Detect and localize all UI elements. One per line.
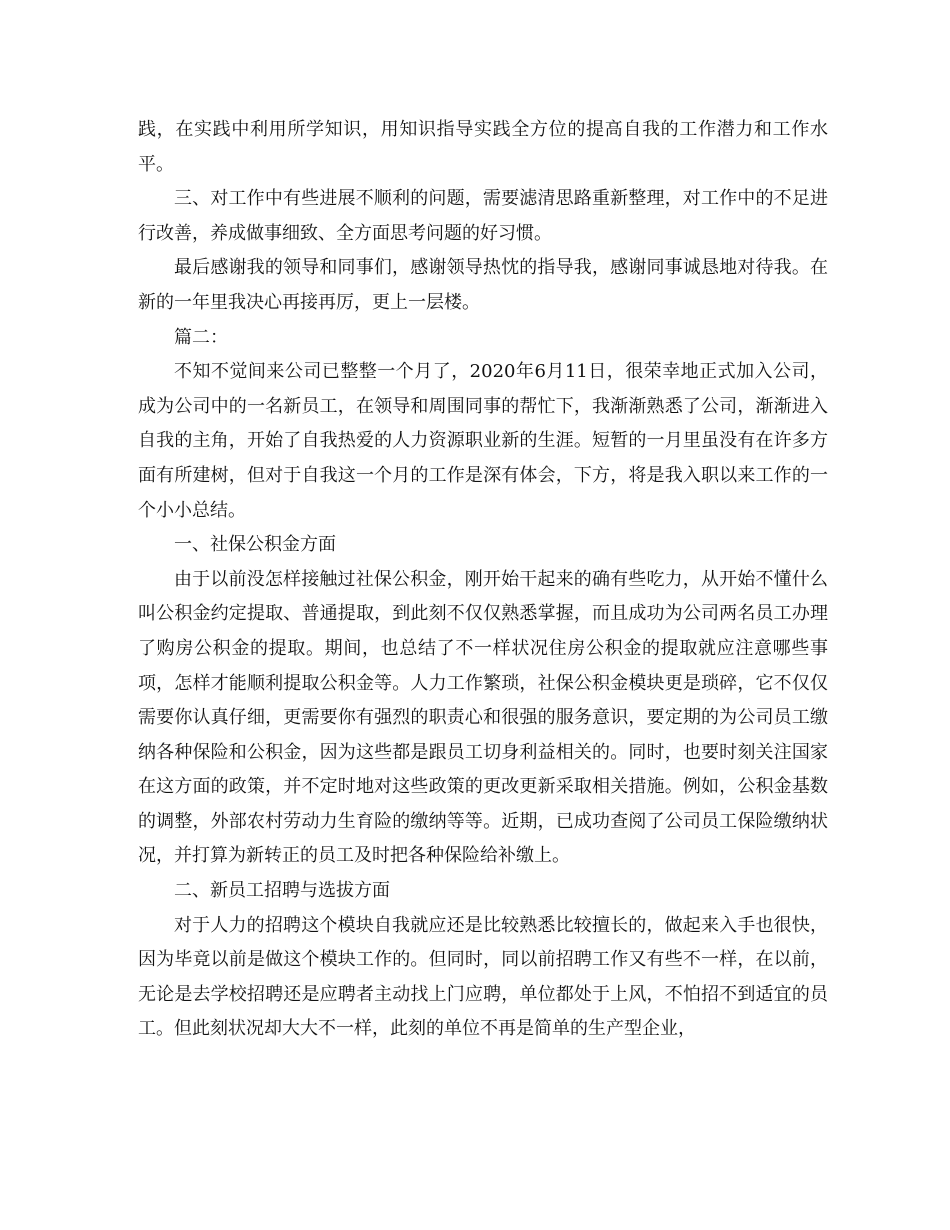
paragraph-9: 对于人力的招聘这个模块自我就应还是比较熟悉比较擅长的，做起来入手也很快，因为毕竟以前是做这个模块工作的。但同时，同以前招聘工作又有些不一样，在以前，无论是去学校招聘还是应聘者主动找上门应聘，单位都处于上风，不怕招不到适宜的员工。但此刻状况却大大不一样，此刻的单位不再是简单的生产型企业， [138, 914, 828, 1040]
paragraph-2: 三、对工作中有些进展不顺利的问题，需要滤清思路重新整理，对工作中的不足进行改善，养成做事细致、全方面思考问题的好习惯。 [138, 188, 828, 244]
section-heading-part-two: 篇二： [174, 326, 228, 348]
section-heading-social-security: 一、社保公积金方面 [174, 534, 336, 556]
document-body [138, 113, 828, 1047]
paragraph-1: 践，在实践中利用所学知识，用知识指导实践全方位的提高自我的工作潜力和工作水平。 [138, 119, 828, 175]
paragraph-5: 不知不觉间来公司已整整一个月了，2020年6月11日，很荣幸地正式加入公司，成为公司中的一名新员工，在领导和周围同事的帮忙下，我渐渐熟悉了公司，渐渐进入自我的主角，开始了自我热爱的人力资源职业新的生涯。短暂的一月里虽没有在许多方面有所建树，但对于自我这一个月的工作是深有体会，下方，将是我入职以来工作的一个小小总结。 [138, 361, 828, 521]
paragraph-3: 最后感谢我的领导和同事们，感谢领导热忱的指导我，感谢同事诚恳地对待我。在新的一年里我决心再接再厉，更上一层楼。 [138, 257, 828, 313]
section-heading-recruitment: 二、新员工招聘与选拔方面 [174, 880, 390, 902]
paragraph-7: 由于以前没怎样接触过社保公积金，刚开始干起来的确有些吃力，从开始不懂什么叫公积金约定提取、普通提取，到此刻不仅仅熟悉掌握，而且成功为公司两名员工办理了购房公积金的提取。期间，也总结了不一样状况住房公积金的提取就应注意哪些事项，怎样才能顺利提取公积金等。人力工作繁琐，社保公积金模块更是琐碎，它不仅仅需要你认真仔细，更需要你有强烈的职责心和很强的服务意识，要定期的为公司员工缴纳各种保险和公积金，因为这些都是跟员工切身利益相关的。同时，也要时刻关注国家在这方面的政策，并不定时地对这些政策的更改更新采取相关措施。例如，公积金基数的调整，外部农村劳动力生育险的缴纳等等。近期，已成功查阅了公司员工保险缴纳状况，并打算为新转正的员工及时把各种保险给补缴上。 [138, 568, 828, 867]
